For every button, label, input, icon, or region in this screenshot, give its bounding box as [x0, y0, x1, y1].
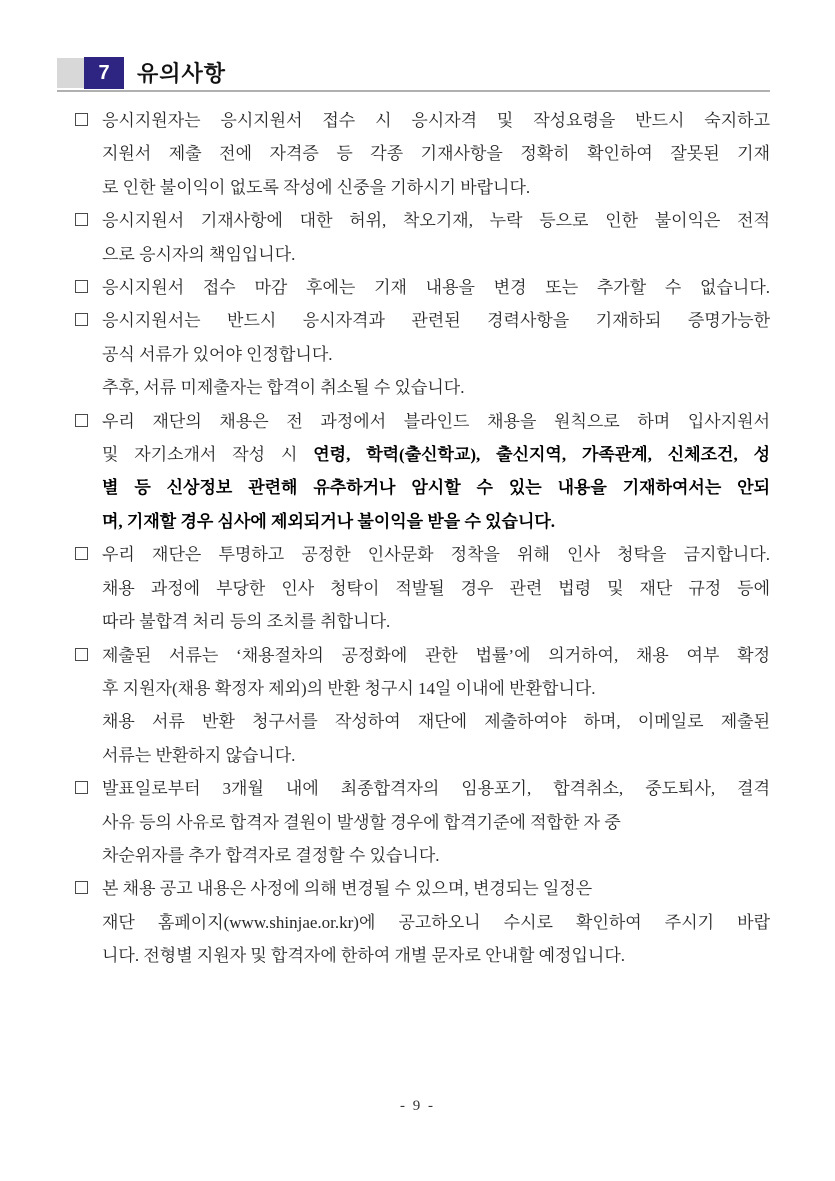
checkbox-square-icon	[75, 781, 88, 794]
notes-list	[57, 104, 770, 973]
note-item	[75, 271, 770, 304]
note-item	[75, 772, 770, 872]
note-text	[102, 538, 770, 638]
note-line: 재단 홈페이지(www.shinjae.or.kr)에 공고하오니 수시로 확인하여 주시기 바랍	[102, 912, 770, 932]
note-line: 응시지원서는 반드시 응시자격과 관련된 경력사항을 기재하되 증명가능한	[102, 311, 770, 331]
checkbox-square-icon	[75, 213, 88, 226]
note-line: 차순위자를 추가 합격자로 결정할 수 있습니다.	[102, 845, 440, 865]
section-header	[57, 57, 770, 92]
note-line: 서류는 반환하지 않습니다.	[102, 745, 296, 765]
note-text	[102, 204, 770, 271]
note-line: 후 지원자(채용 확정자 제외)의 반환 청구시 14일 이내에 반환합니다.	[102, 678, 596, 698]
note-line: 추후, 서류 미제출자는 합격이 취소될 수 있습니다.	[102, 378, 465, 398]
checkbox-square-icon	[75, 648, 88, 661]
note-line: 사유 등의 사유로 합격자 결원이 발생할 경우에 합격기준에 적합한 자 중	[102, 812, 621, 832]
note-line: 따라 불합격 처리 등의 조치를 취합니다.	[102, 612, 391, 632]
note-line: 응시지원서 기재사항에 대한 허위, 착오기재, 누락 등으로 인한 불이익은 전적	[102, 211, 770, 231]
note-line: 며, 기재할 경우 심사에 제외되거나 불이익을 받을 수 있습니다.	[102, 511, 556, 531]
note-line: 채용 서류 반환 청구서를 작성하여 재단에 제출하여야 하며, 이메일로 제출된	[102, 712, 770, 732]
note-item	[75, 204, 770, 271]
note-line: 채용 과정에 부당한 인사 청탁이 적발될 경우 관련 법령 및 재단 규정 등에	[102, 578, 770, 598]
note-text	[102, 271, 770, 304]
note-item	[75, 405, 770, 539]
note-text	[102, 304, 770, 404]
checkbox-square-icon	[75, 313, 88, 326]
note-text	[102, 772, 770, 872]
note-line: 지원서 제출 전에 자격증 등 각종 기재사항을 정확히 확인하여 잘못된 기재	[102, 144, 770, 164]
note-line: 우리 재단의 채용은 전 과정에서 블라인드 채용을 원칙으로 하며 입사지원서	[102, 411, 770, 431]
note-text	[102, 104, 770, 204]
note-line: 로 인한 불이익이 없도록 작성에 신중을 기하시기 바랍니다.	[102, 177, 531, 197]
note-item	[75, 104, 770, 204]
note-line: 별 등 신상정보 관련해 유추하거나 암시할 수 있는 내용을 기재하여서는 안되	[102, 478, 770, 498]
note-item	[75, 639, 770, 773]
checkbox-square-icon	[75, 547, 88, 560]
section-number-badge	[84, 57, 124, 89]
section-title: 유의사항	[137, 61, 227, 86]
note-item	[75, 304, 770, 404]
note-line: 니다. 전형별 지원자 및 합격자에 한하여 개별 문자로 안내할 예정입니다.	[102, 946, 625, 966]
note-line: 공식 서류가 있어야 인정합니다.	[102, 344, 333, 364]
note-item	[75, 538, 770, 638]
note-line: 및 자기소개서 작성 시 연령, 학력(출신학교), 출신지역, 가족관계, 신체조건, 성	[102, 445, 770, 465]
checkbox-square-icon	[75, 280, 88, 293]
note-text	[102, 405, 770, 539]
note-line: 제출된 서류는 ‘채용절차의 공정화에 관한 법률’에 의거하여, 채용 여부 확정	[102, 645, 770, 665]
checkbox-square-icon	[75, 881, 88, 894]
note-line: 응시지원자는 응시지원서 접수 시 응시자격 및 작성요령을 반드시 숙지하고	[102, 111, 770, 130]
note-line: 으로 응시자의 책임입니다.	[102, 244, 296, 264]
note-line: 발표일로부터 3개월 내에 최종합격자의 임용포기, 합격취소, 중도퇴사, 결격	[102, 779, 770, 799]
note-text	[102, 639, 770, 773]
note-line: 우리 재단은 투명하고 공정한 인사문화 정착을 위해 인사 청탁을 금지합니다.	[102, 545, 770, 565]
checkbox-square-icon	[75, 414, 88, 427]
note-line: 본 채용 공고 내용은 사정에 의해 변경될 수 있으며, 변경되는 일정은	[102, 879, 593, 899]
note-line: 응시지원서 접수 마감 후에는 기재 내용을 변경 또는 추가할 수 없습니다.	[102, 278, 770, 298]
section-number: 7	[98, 62, 110, 84]
note-text	[102, 872, 770, 972]
page-number: - 9 -	[400, 1098, 435, 1114]
header-gray-bar	[57, 58, 85, 88]
checkbox-square-icon	[75, 113, 88, 126]
document-page	[57, 57, 770, 973]
note-item	[75, 872, 770, 972]
